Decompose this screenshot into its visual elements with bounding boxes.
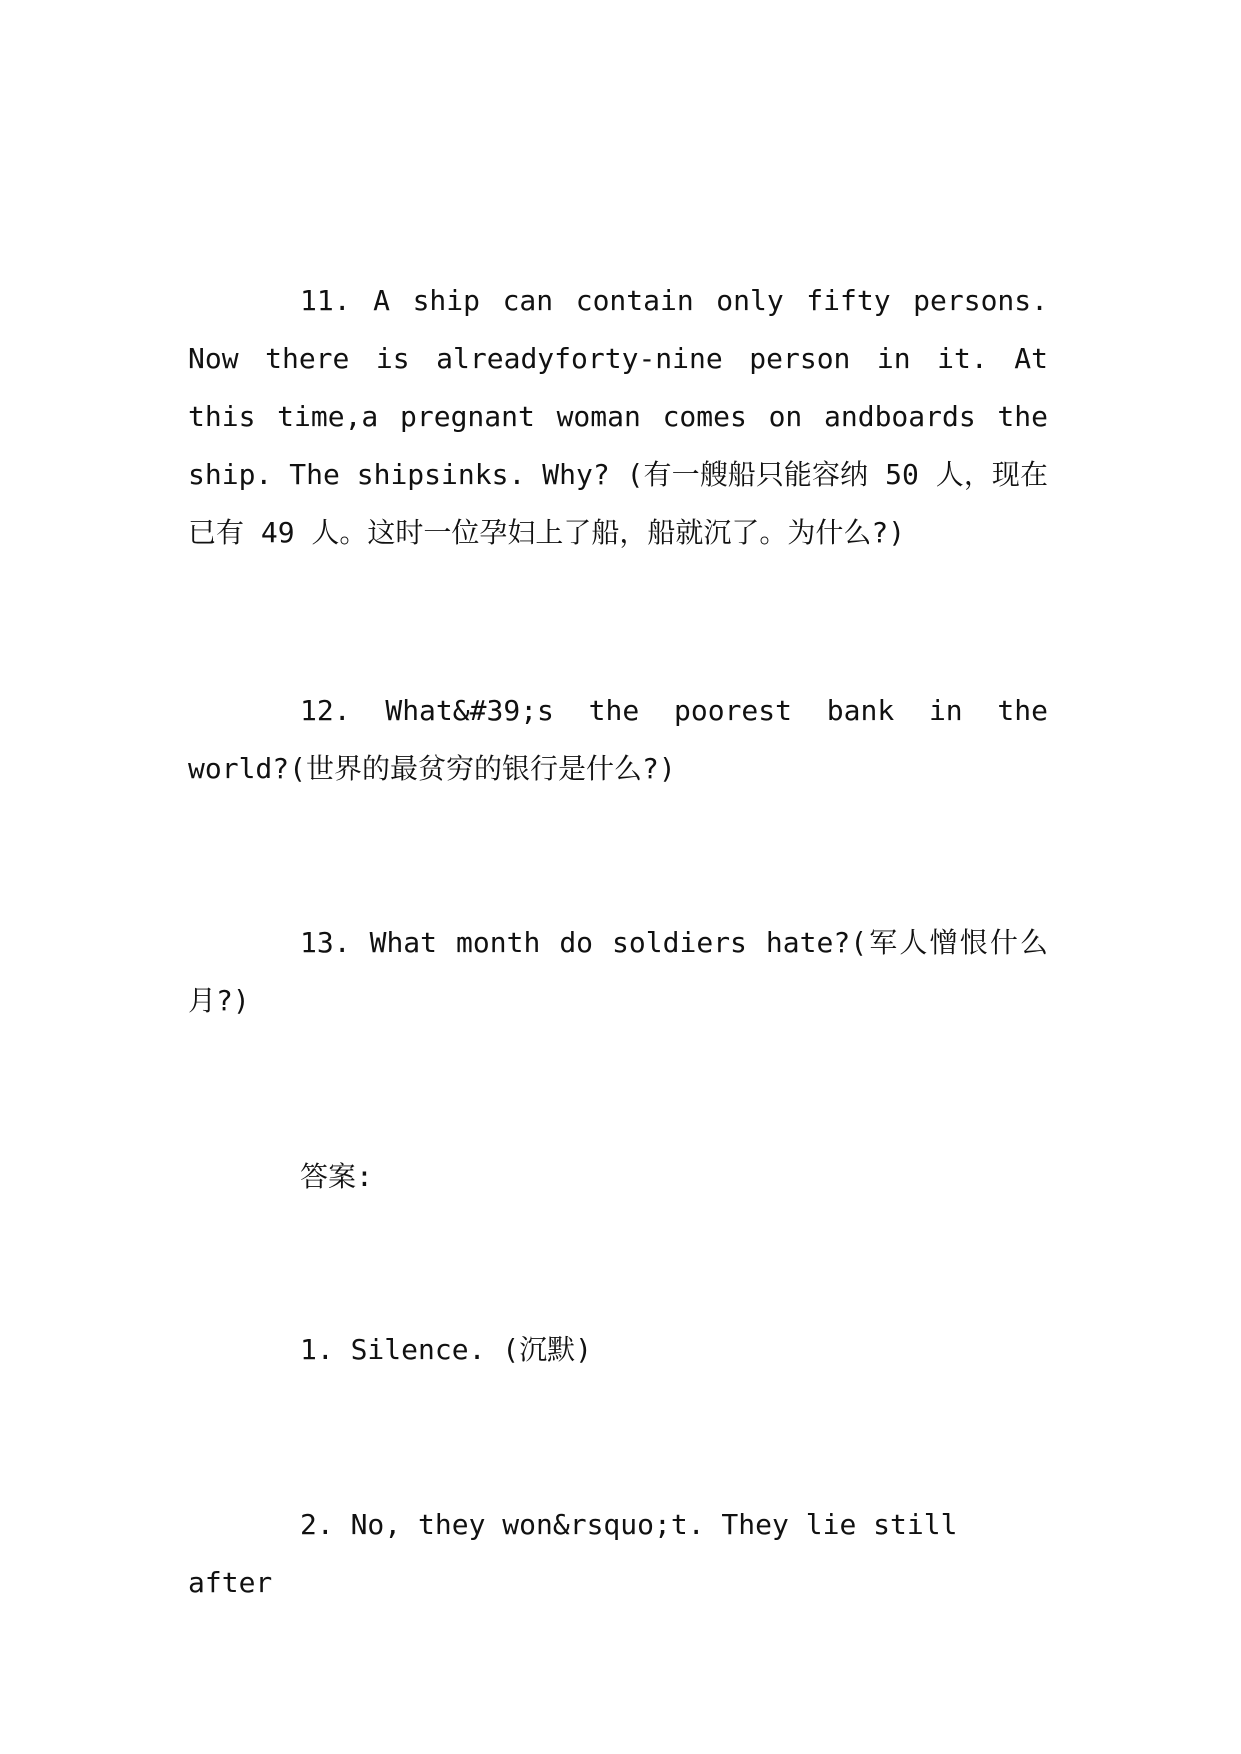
question-13: 13. What month do soldiers hate?(军人憎恨什么月?) [188,926,1048,1017]
answer-1: 1. Silence. (沉默) [300,1333,593,1366]
answers-heading: 答案: [300,1160,373,1193]
answer-2: 2. No, they won&rsquo;t. They lie still after [188,1508,958,1599]
question-11: 11. A ship can contain only fifty persons. Now there is alreadyforty-nine person in it. At this time,a pregnant woman comes on andboards the ship. The shipsinks. Why? (有一艘船只能容纳 50 人，现在已有 49 人。这时一位孕妇上了船，船就沉了。为什么?) [188,284,1048,549]
question-12: 12. What&#39;s the poorest bank in the world?(世界的最贫穷的银行是什么?) [188,694,1048,785]
